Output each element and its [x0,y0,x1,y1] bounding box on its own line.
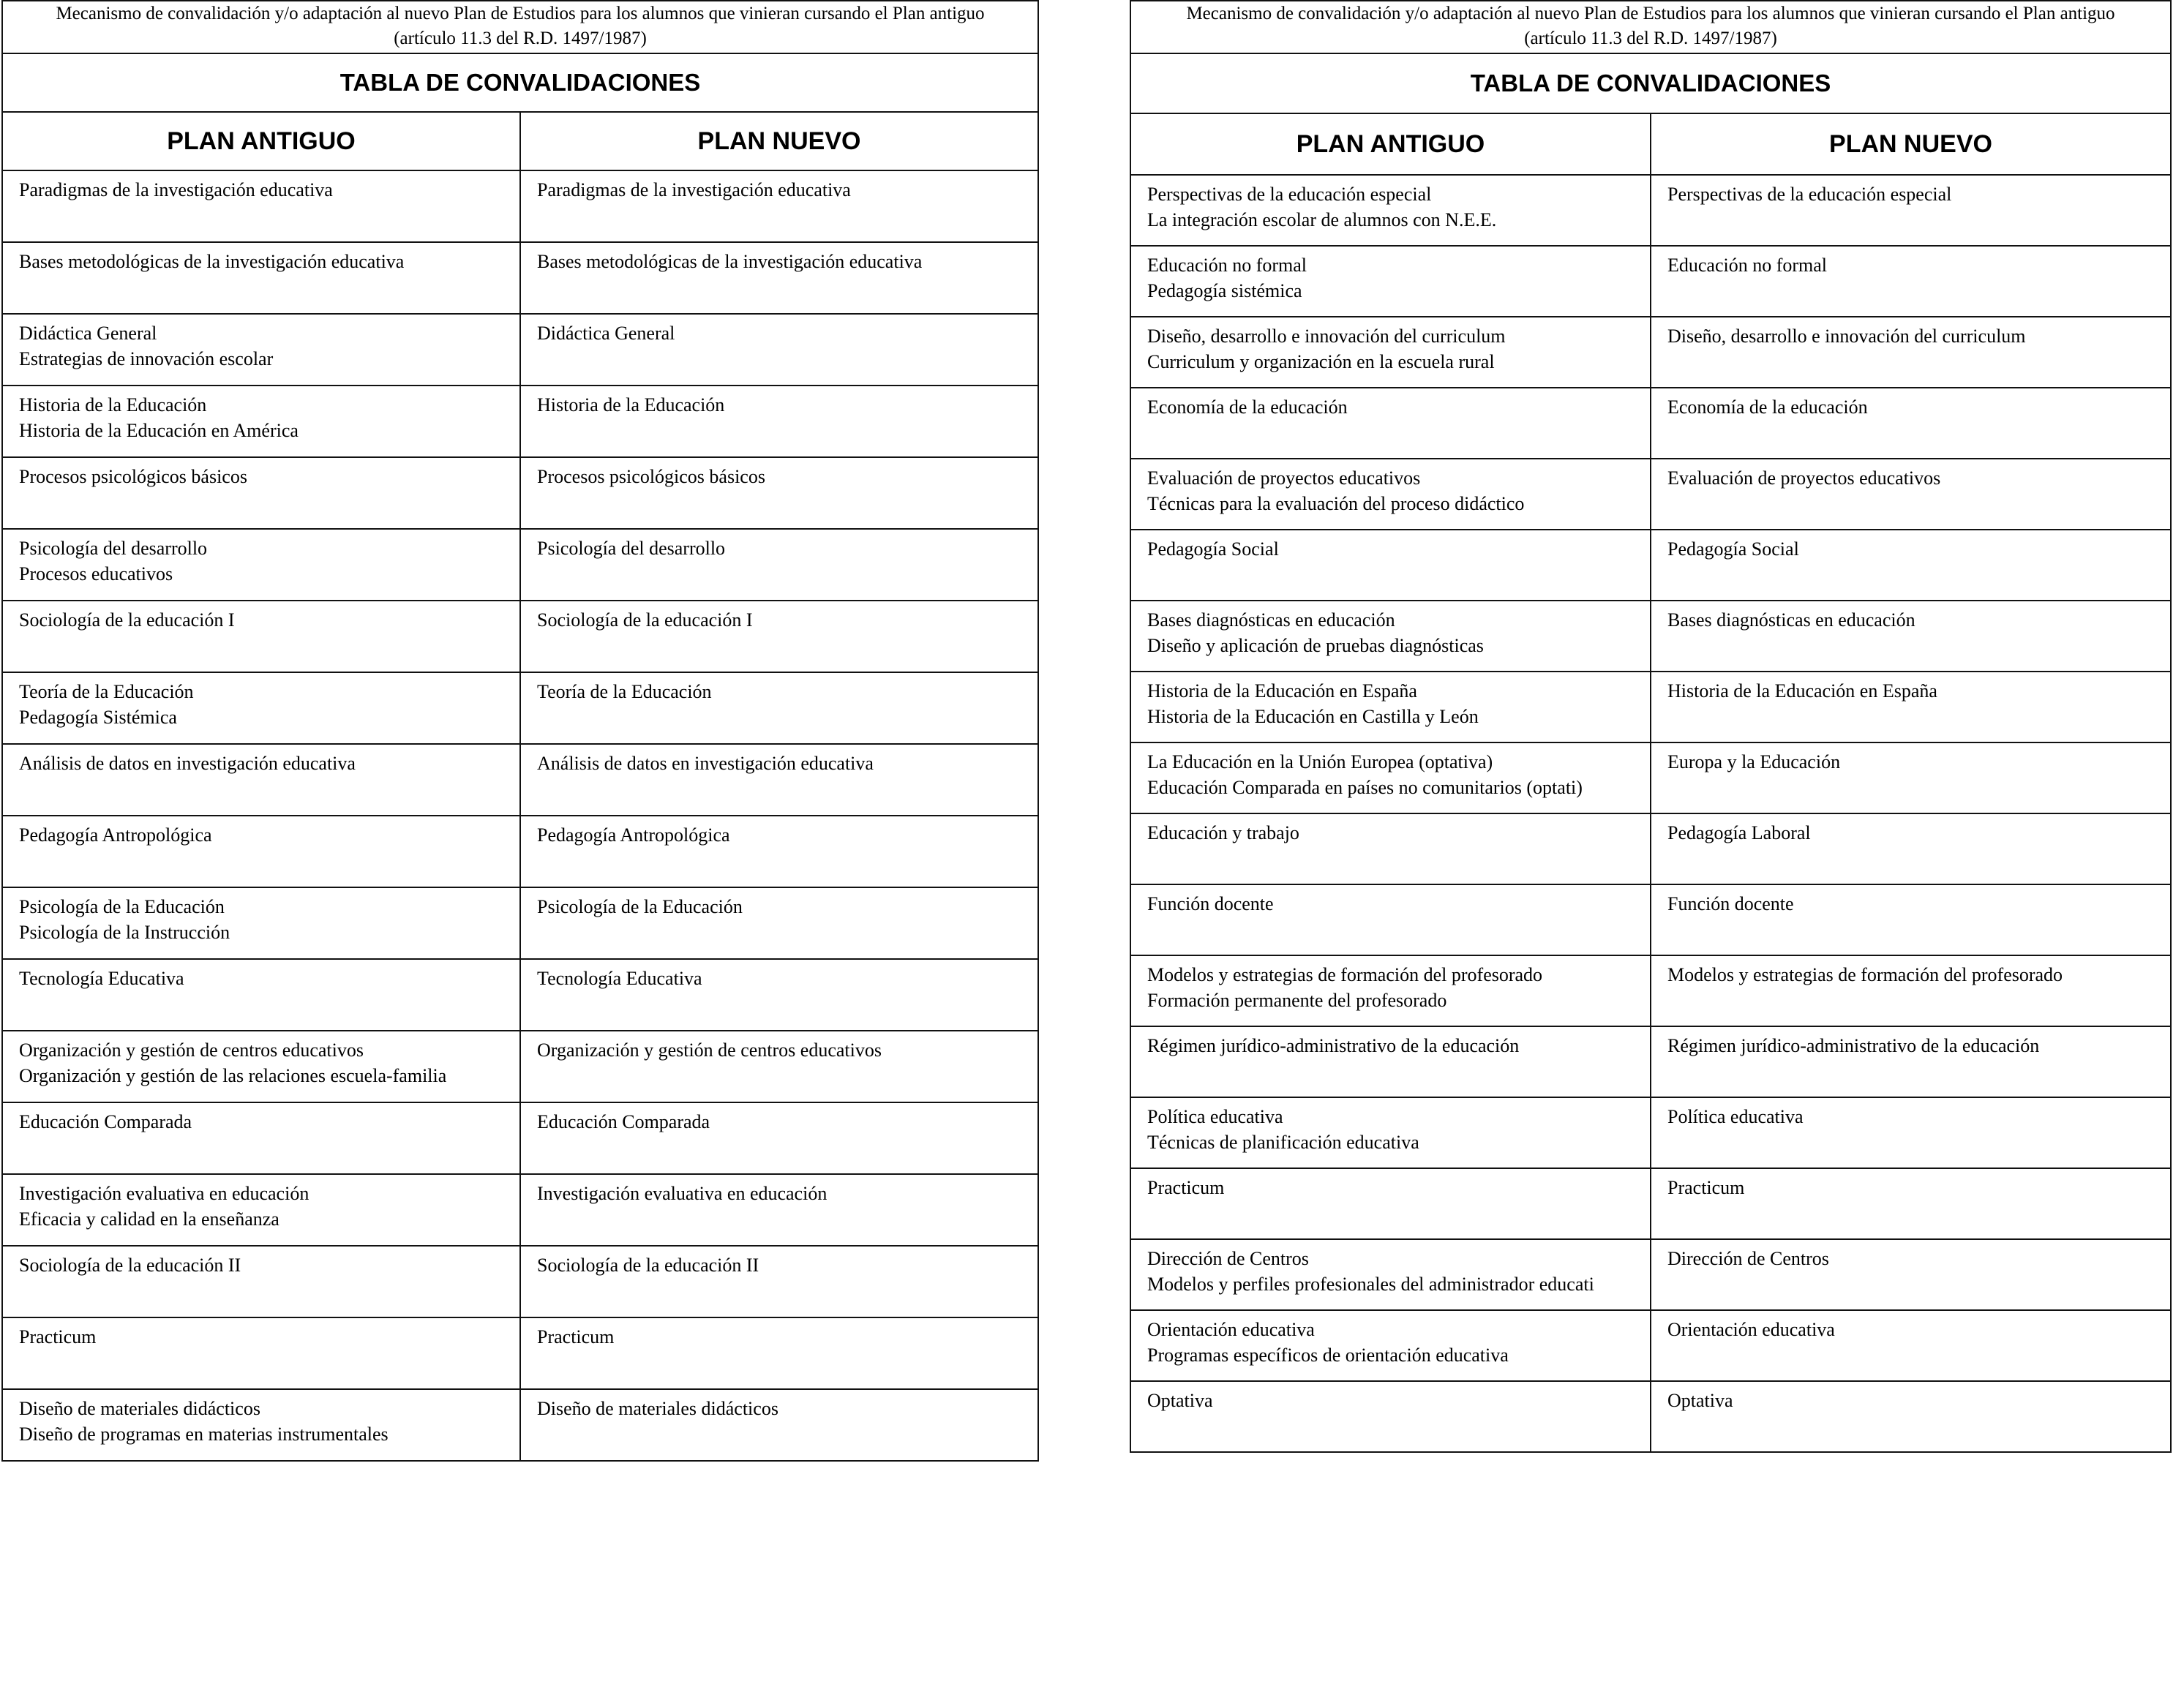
column-header-plan-antiguo: PLAN ANTIGUO [2,112,520,170]
subject-name: Sociología de la educación I [537,609,753,631]
plan-nuevo-cell [1651,175,2171,246]
subject-name: Economía de la educación [1667,396,1868,418]
subject-name: Análisis de datos en investigación educativa [537,753,874,774]
plan-antiguo-cell [2,170,520,242]
subject-name: Evaluación de proyectos educativos [1667,467,1941,489]
intro-row [1130,1,2171,53]
plan-antiguo-cell [1130,884,1651,955]
subject-name: Tecnología Educativa [19,968,184,989]
plan-antiguo-cell [2,1246,520,1317]
plan-nuevo-cell [520,887,1038,959]
subject-name: Didáctica General [19,323,157,344]
table-row [1130,246,2171,317]
plan-nuevo-cell [1651,459,2171,530]
subject-name: Sociología de la educación I [19,609,235,631]
plan-nuevo-cell [1651,1097,2171,1168]
plan-antiguo-cell [1130,175,1651,246]
plan-nuevo-cell [1651,246,2171,317]
plan-antiguo-cell [1130,317,1651,388]
plan-nuevo-cell [520,529,1038,601]
subject-name: Teoría de la Educación [19,681,194,702]
subject-name: Técnicas de planificación educativa [1147,1132,1419,1153]
subject-name: Perspectivas de la educación especial [1667,184,1952,205]
subject-name: Historia de la Educación en España [1147,680,1417,702]
subject-name: Función docente [1147,893,1274,914]
plan-antiguo-cell [2,1389,520,1461]
subject-name: Perspectivas de la educación especial [1147,184,1432,205]
subject-name: Diseño y aplicación de pruebas diagnósticas [1147,635,1484,656]
plan-nuevo-cell [520,959,1038,1031]
subject-name: Pedagogía sistémica [1147,280,1302,301]
subject-name: Eficacia y calidad en la enseñanza [19,1208,279,1230]
column-header-row [1130,113,2171,175]
table-row [2,170,1038,242]
table-row [2,672,1038,744]
subject-name: Educación Comparada [19,1111,192,1132]
subject-name: Didáctica General [537,323,675,344]
subject-name: Educación y trabajo [1147,822,1299,843]
plan-antiguo-cell [2,1031,520,1102]
subject-name: Paradigmas de la investigación educativa [19,179,333,200]
subject-name: Pedagogía Social [1147,538,1279,560]
plan-nuevo-cell [520,672,1038,744]
subject-name: Diseño, desarrollo e innovación del curriculum [1667,326,2026,347]
table-row [1130,459,2171,530]
table-row [1130,1097,2171,1168]
plan-antiguo-cell [2,887,520,959]
plan-antiguo-cell [2,959,520,1031]
convalidation-table [1130,0,2172,1453]
subject-name: Régimen jurídico-administrativo de la educación [1667,1035,2040,1056]
subject-name: Teoría de la Educación [537,681,712,702]
column-header-row [2,112,1038,170]
table-row [1130,955,2171,1026]
subject-name: Sociología de la educación II [19,1255,241,1276]
subject-name: Educación Comparada en países no comunitarios (optati) [1147,777,1583,798]
plan-antiguo-cell [1130,601,1651,672]
plan-antiguo-cell [1130,742,1651,813]
plan-antiguo-cell [2,672,520,744]
subject-name: Organización y gestión de centros educativos [19,1039,364,1061]
subject-name: Practicum [1667,1177,1745,1198]
table-row [1130,1026,2171,1097]
plan-antiguo-cell [1130,1310,1651,1381]
intro-text: Mecanismo de convalidación y/o adaptación al nuevo Plan de Estudios para los alumnos que vinieran cursando el Plan antiguo (artículo 11.3 del R.D. 1497/1987) [2,1,1038,53]
subject-name: Programas específicos de orientación educativa [1147,1345,1509,1366]
subject-name: Diseño de materiales didácticos [537,1398,778,1419]
table-row [2,816,1038,887]
subject-name: Pedagogía Laboral [1667,822,1811,843]
table-row [1130,1168,2171,1239]
plan-antiguo-cell [2,1174,520,1246]
plan-antiguo-cell [1130,1381,1651,1452]
subject-name: Economía de la educación [1147,396,1348,418]
subject-name: Función docente [1667,893,1794,914]
plan-nuevo-cell [1651,813,2171,884]
table-row [2,242,1038,314]
subject-name: Optativa [1147,1390,1213,1411]
plan-antiguo-cell [1130,1168,1651,1239]
table-row [1130,1239,2171,1310]
plan-antiguo-cell [1130,1097,1651,1168]
plan-nuevo-cell [1651,1310,2171,1381]
plan-antiguo-cell [2,816,520,887]
subject-name: Organización y gestión de las relaciones escuela-familia [19,1065,447,1086]
plan-antiguo-cell [1130,459,1651,530]
table-row [1130,672,2171,742]
subject-name: Modelos y estrategias de formación del profesorado [1667,964,2063,985]
subject-name: La Educación en la Unión Europea (optativa) [1147,751,1493,772]
plan-antiguo-cell [1130,1026,1651,1097]
subject-name: Estrategias de innovación escolar [19,348,274,369]
subject-name: Practicum [537,1326,615,1347]
plan-nuevo-cell [520,1389,1038,1461]
title-row [2,53,1038,112]
table-row [2,887,1038,959]
plan-nuevo-cell [1651,601,2171,672]
plan-nuevo-cell [1651,884,2171,955]
intro-row [2,1,1038,53]
plan-nuevo-cell [520,744,1038,816]
plan-nuevo-cell [520,1102,1038,1174]
plan-antiguo-cell [2,744,520,816]
subject-name: Diseño de programas en materias instrumentales [19,1424,389,1445]
subject-name: Psicología de la Educación [19,896,225,917]
plan-antiguo-cell [1130,672,1651,742]
subject-name: Historia de la Educación en Castilla y León [1147,706,1479,727]
plan-antiguo-cell [1130,246,1651,317]
subject-name: Practicum [1147,1177,1225,1198]
subject-name: Educación Comparada [537,1111,710,1132]
intro-text: Mecanismo de convalidación y/o adaptación al nuevo Plan de Estudios para los alumnos que vinieran cursando el Plan antiguo (artículo 11.3 del R.D. 1497/1987) [1130,1,2171,53]
plan-antiguo-cell [1130,388,1651,459]
subject-name: Historia de la Educación en España [1667,680,1937,702]
subject-name: Bases metodológicas de la investigación educativa [19,251,405,272]
subject-name: Procesos educativos [19,563,173,584]
table-row [2,457,1038,529]
table-title: TABLA DE CONVALIDACIONES [1130,53,2171,113]
convalidation-table-body [2,1,1038,1461]
table-row [2,1031,1038,1102]
table-row [2,601,1038,672]
subject-name: Tecnología Educativa [537,968,702,989]
plan-nuevo-cell [520,457,1038,529]
plan-nuevo-cell [520,1317,1038,1389]
subject-name: Modelos y estrategias de formación del profesorado [1147,964,1543,985]
subject-name: Psicología de la Instrucción [19,922,230,943]
plan-antiguo-cell [2,314,520,386]
column-header-plan-nuevo: PLAN NUEVO [520,112,1038,170]
subject-name: Optativa [1667,1390,1733,1411]
plan-antiguo-cell [1130,813,1651,884]
table-row [1130,388,2171,459]
plan-nuevo-cell [1651,1026,2171,1097]
subject-name: Historia de la Educación [19,394,207,416]
subject-name: Pedagogía Social [1667,538,1799,560]
subject-name: Investigación evaluativa en educación [537,1183,828,1204]
subject-name: Modelos y perfiles profesionales del administrador educati [1147,1274,1594,1295]
plan-nuevo-cell [1651,742,2171,813]
table-row [2,1317,1038,1389]
subject-name: Practicum [19,1326,97,1347]
subject-name: Bases diagnósticas en educación [1147,609,1395,631]
table-row [1130,813,2171,884]
subject-name: Paradigmas de la investigación educativa [537,179,851,200]
subject-name: Análisis de datos en investigación educativa [19,753,356,774]
subject-name: Técnicas para la evaluación del proceso didáctico [1147,493,1525,514]
table-row [2,1174,1038,1246]
table-row [2,1389,1038,1461]
plan-nuevo-cell [520,170,1038,242]
subject-name: Historia de la Educación [537,394,725,416]
subject-name: Orientación educativa [1667,1319,1835,1340]
subject-name: Europa y la Educación [1667,751,1841,772]
subject-name: Historia de la Educación en América [19,420,299,441]
subject-name: La integración escolar de alumnos con N.E.E. [1147,209,1497,230]
subject-name: Psicología del desarrollo [19,538,208,559]
table-row [1130,317,2171,388]
plan-nuevo-cell [1651,388,2171,459]
subject-name: Pedagogía Antropológica [19,824,212,846]
plan-nuevo-cell [520,242,1038,314]
plan-nuevo-cell [520,816,1038,887]
column-header-plan-antiguo: PLAN ANTIGUO [1130,113,1651,175]
subject-name: Régimen jurídico-administrativo de la educación [1147,1035,1520,1056]
plan-antiguo-cell [1130,955,1651,1026]
plan-nuevo-cell [1651,1239,2171,1310]
table-row [1130,1310,2171,1381]
table-row [2,529,1038,601]
plan-antiguo-cell [2,529,520,601]
plan-nuevo-cell [520,314,1038,386]
table-row [2,1246,1038,1317]
subject-name: Curriculum y organización en la escuela rural [1147,351,1495,372]
plan-antiguo-cell [2,1102,520,1174]
table-row [1130,601,2171,672]
convalidation-table-body [1130,1,2171,1452]
plan-nuevo-cell [1651,1168,2171,1239]
plan-nuevo-cell [1651,317,2171,388]
plan-antiguo-cell [1130,530,1651,601]
convalidation-table [1,0,1039,1462]
plan-nuevo-cell [520,601,1038,672]
convalidation-sheet-right [1130,0,2172,1453]
subject-name: Organización y gestión de centros educativos [537,1039,882,1061]
plan-nuevo-cell [520,1031,1038,1102]
subject-name: Dirección de Centros [1667,1248,1829,1269]
subject-name: Procesos psicológicos básicos [537,466,765,487]
table-row [2,959,1038,1031]
plan-nuevo-cell [1651,530,2171,601]
subject-name: Orientación educativa [1147,1319,1315,1340]
table-row [2,386,1038,457]
subject-name: Pedagogía Sistémica [19,707,177,728]
column-header-plan-nuevo: PLAN NUEVO [1651,113,2171,175]
subject-name: Diseño de materiales didácticos [19,1398,260,1419]
plan-antiguo-cell [2,386,520,457]
plan-antiguo-cell [2,601,520,672]
subject-name: Política educativa [1147,1106,1283,1127]
subject-name: Psicología del desarrollo [537,538,726,559]
plan-antiguo-cell [2,242,520,314]
plan-nuevo-cell [520,1246,1038,1317]
subject-name: Bases metodológicas de la investigación educativa [537,251,923,272]
subject-name: Política educativa [1667,1106,1804,1127]
table-row [2,1102,1038,1174]
table-row [2,314,1038,386]
subject-name: Educación no formal [1147,255,1307,276]
subject-name: Procesos psicológicos básicos [19,466,247,487]
subject-name: Pedagogía Antropológica [537,824,730,846]
table-row [2,744,1038,816]
plan-nuevo-cell [1651,1381,2171,1452]
table-row [1130,742,2171,813]
subject-name: Psicología de la Educación [537,896,743,917]
table-row [1130,175,2171,246]
subject-name: Bases diagnósticas en educación [1667,609,1915,631]
convalidation-sheet-left [1,0,1039,1462]
plan-nuevo-cell [1651,955,2171,1026]
title-row [1130,53,2171,113]
plan-nuevo-cell [1651,672,2171,742]
subject-name: Diseño, desarrollo e innovación del curriculum [1147,326,1506,347]
plan-nuevo-cell [520,386,1038,457]
subject-name: Formación permanente del profesorado [1147,990,1447,1011]
table-row [1130,1381,2171,1452]
plan-antiguo-cell [1130,1239,1651,1310]
plan-nuevo-cell [520,1174,1038,1246]
subject-name: Educación no formal [1667,255,1828,276]
plan-antiguo-cell [2,1317,520,1389]
subject-name: Evaluación de proyectos educativos [1147,467,1421,489]
table-title: TABLA DE CONVALIDACIONES [2,53,1038,112]
subject-name: Sociología de la educación II [537,1255,759,1276]
table-row [1130,530,2171,601]
subject-name: Dirección de Centros [1147,1248,1309,1269]
table-row [1130,884,2171,955]
plan-antiguo-cell [2,457,520,529]
subject-name: Investigación evaluativa en educación [19,1183,309,1204]
